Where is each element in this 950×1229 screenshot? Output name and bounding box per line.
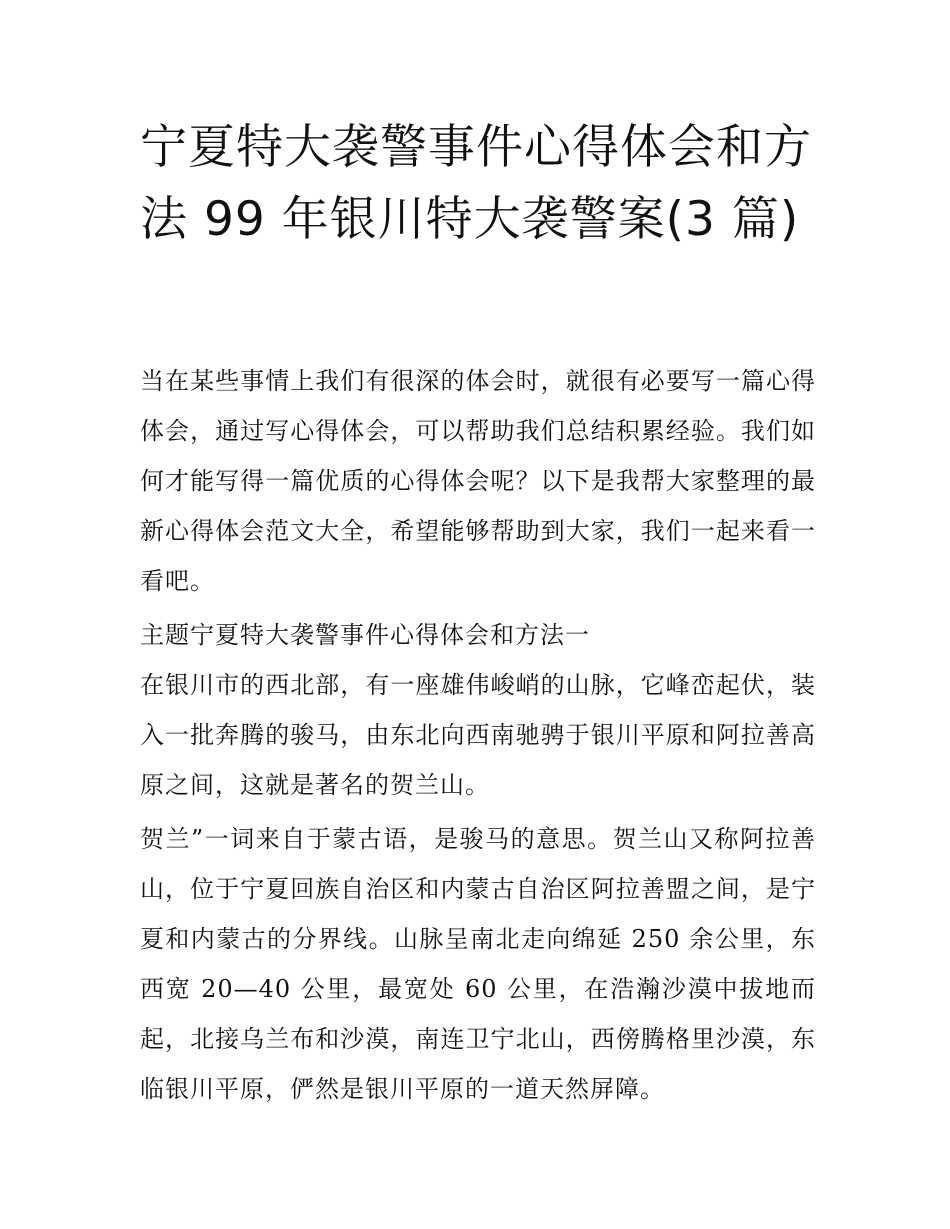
intro-paragraph: 当在某些事情上我们有很深的体会时，就很有必要写一篇心得体会，通过写心得体会，可以帮助我们总结积累经验。我们如何才能写得一篇优质的心得体会呢？以下是我帮大家整理的最新心得体会范文大全，希望能够帮助到大家，我们一起来看一看吧。	[140, 367, 816, 595]
body-paragraph: 贺兰”一词来自于蒙古语，是骏马的意思。贺兰山又称阿拉善山，位于宁夏回族自治区和内蒙古自治区阿拉善盟之间，是宁夏和内蒙古的分界线。山脉呈南北走向绵延 250 余公里，东西宽 20—40 公里，最宽处 60 公里，在浩瀚沙漠中拔地而起，北接乌兰布和沙漠，南连卫宁北山，西傍腾格里沙漠，东临银川平原，俨然是银川平原的一道天然屏障。	[140, 825, 816, 1103]
body-paragraph: 在银川市的西北部，有一座雄伟峻峭的山脉，它峰峦起伏，装入一批奔腾的骏马，由东北向西南驰骋于银川平原和阿拉善高原之间，这就是著名的贺兰山。	[140, 671, 816, 799]
document-body	[140, 356, 816, 1114]
section-heading: 主题宁夏特大袭警事件心得体会和方法一	[140, 621, 590, 649]
document-title: 宁夏特大袭警事件心得体会和方法 99 年银川特大袭警案(3 篇)	[140, 120, 812, 247]
